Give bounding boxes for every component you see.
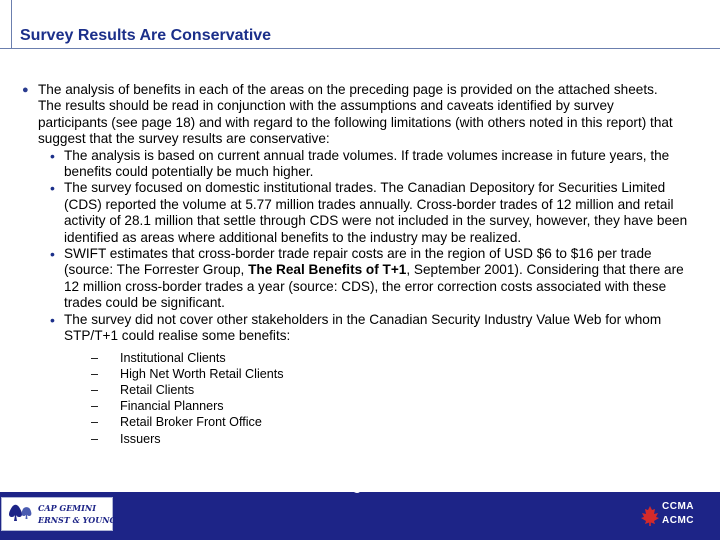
- limitation-text-start: SWIFT estimates that cross-border trade repair costs are in the region of USD $6 to $16 per trade (source: The Forrester Group,: [64, 246, 652, 278]
- dash-bullet-icon: –: [91, 382, 99, 397]
- bullet-icon: •: [50, 311, 55, 328]
- stakeholder-label: Financial Planners: [120, 399, 224, 414]
- stakeholder-item: [0, 366, 720, 382]
- logo-line-2: ERNST & YOUNG: [38, 515, 117, 525]
- circle-bullet-icon: ●: [22, 84, 29, 96]
- header-vertical-rule: [11, 0, 12, 48]
- limitation-item: [0, 180, 700, 246]
- stakeholder-item: [0, 382, 720, 398]
- logo-text-english: CCMA: [662, 501, 694, 512]
- intro-text: The analysis of benefits in each of the areas on the preceding page is provided on the attached sheets. The results should be read in conjunction with the assumptions and caveats identified by survey participants (see page 18) and with regard to the following limitations (with others noted in this report) that suggest that the survey results are conservative:: [38, 82, 673, 147]
- dash-bullet-icon: –: [91, 350, 99, 365]
- header-horizontal-rule: [0, 48, 720, 49]
- limitation-text: The survey did not cover other stakeholders in the Canadian Security Industry Value Web for whom STP/T+1 could realise some benefits:: [64, 311, 662, 344]
- maple-leaf-icon: [640, 505, 660, 527]
- stakeholder-item: [0, 414, 720, 430]
- limitation-text-end: , September 2001). Considering that there are 12 million cross-border trades a year (source: CDS), the error correction costs associated with these trades could be significant.: [64, 262, 684, 311]
- limitation-text: The survey focused on domestic institutional trades. The Canadian Depository for Securities Limited (CDS) reported the volume at 5.77 million trades annually. Cross-border trades of 12 million and retail activity of 28.1 million that settle through CDS were not included in the survey, however, they have been identified as areas where additional benefits to the industry may be realized.: [64, 180, 688, 245]
- stakeholder-label: Retail Broker Front Office: [120, 415, 262, 430]
- dash-bullet-icon: –: [91, 399, 99, 414]
- cap-gemini-logo: [1, 497, 117, 531]
- stakeholder-item: [0, 398, 720, 414]
- stakeholder-item: [0, 350, 720, 366]
- dash-bullet-icon: –: [91, 366, 99, 381]
- publication-title: The Real Benefits of T+1: [248, 262, 407, 278]
- slide-body: [0, 82, 720, 492]
- limitation-item: [0, 312, 700, 345]
- logo-text-french: ACMC: [662, 515, 694, 526]
- dash-bullet-icon: –: [91, 415, 99, 430]
- limitation-text: The analysis is based on current annual trade volumes. If trade volumes increase in future years, the benefits could potentially be much higher.: [64, 147, 670, 180]
- stakeholder-label: Issuers: [120, 431, 161, 446]
- bullet-icon: •: [50, 246, 55, 263]
- stakeholder-label: Retail Clients: [120, 382, 195, 397]
- logo-line-1: CAP GEMINI: [38, 503, 96, 513]
- limitation-item: [0, 148, 700, 181]
- stakeholder-label: Institutional Clients: [120, 350, 226, 365]
- page-title: Survey Results Are Conservative: [20, 27, 272, 44]
- dash-bullet-icon: –: [91, 431, 99, 446]
- ccma-logo: [638, 497, 712, 537]
- intro-paragraph: [0, 82, 680, 148]
- bullet-icon: •: [50, 147, 55, 164]
- stakeholder-item: [0, 431, 720, 447]
- limitation-item: [0, 246, 700, 312]
- spade-logo-icon: [6, 503, 34, 525]
- bullet-icon: •: [50, 180, 55, 197]
- stakeholder-label: High Net Worth Retail Clients: [120, 366, 284, 381]
- page-number: 6: [352, 478, 362, 497]
